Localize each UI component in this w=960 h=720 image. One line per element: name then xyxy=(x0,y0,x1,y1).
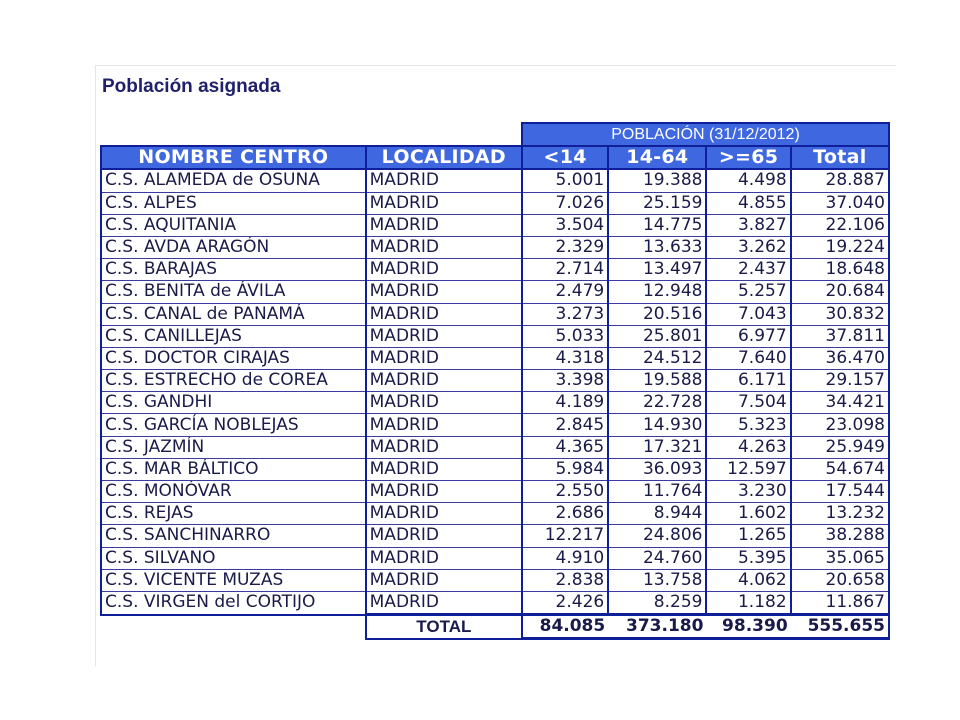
cell-localidad: MADRID xyxy=(366,436,522,458)
cell-under-14: 2.686 xyxy=(522,503,608,525)
table-row xyxy=(101,591,889,614)
cell-nombre-centro: C.S. SILVANO xyxy=(101,547,366,569)
cell-total: 29.157 xyxy=(791,370,889,392)
cell-65-plus: 4.263 xyxy=(706,436,790,458)
cell-total: 34.421 xyxy=(791,392,889,414)
cell-total: 37.811 xyxy=(791,325,889,347)
cell-total: 19.224 xyxy=(791,236,889,258)
cell-under-14: 7.026 xyxy=(522,192,608,214)
cell-under-14: 5.984 xyxy=(522,458,608,480)
table-row xyxy=(101,569,889,591)
table-row xyxy=(101,392,889,414)
cell-nombre-centro: C.S. BARAJAS xyxy=(101,259,366,281)
cell-total: 11.867 xyxy=(791,591,889,614)
super-header-row xyxy=(101,123,889,146)
cell-total: 37.040 xyxy=(791,192,889,214)
cell-nombre-centro: C.S. BENITA de ÁVILA xyxy=(101,281,366,303)
table-row xyxy=(101,259,889,281)
table-row xyxy=(101,547,889,569)
cell-14-64: 24.760 xyxy=(608,547,706,569)
col-header-65-plus: >=65 xyxy=(706,146,790,169)
cell-localidad: MADRID xyxy=(366,259,522,281)
cell-65-plus: 5.257 xyxy=(706,281,790,303)
cell-14-64: 11.764 xyxy=(608,481,706,503)
cell-14-64: 13.758 xyxy=(608,569,706,591)
cell-under-14: 4.318 xyxy=(522,347,608,369)
cell-14-64: 12.948 xyxy=(608,281,706,303)
cell-65-plus: 4.062 xyxy=(706,569,790,591)
totals-row xyxy=(101,615,889,639)
super-header-spacer xyxy=(101,123,522,146)
table-row xyxy=(101,325,889,347)
cell-nombre-centro: C.S. VIRGEN del CORTIJO xyxy=(101,591,366,614)
cell-localidad: MADRID xyxy=(366,192,522,214)
table-row xyxy=(101,414,889,436)
cell-nombre-centro: C.S. JAZMÍN xyxy=(101,436,366,458)
cell-65-plus: 7.640 xyxy=(706,347,790,369)
cell-under-14: 2.838 xyxy=(522,569,608,591)
cell-65-plus: 7.504 xyxy=(706,392,790,414)
cell-nombre-centro: C.S. MAR BÁLTICO xyxy=(101,458,366,480)
cell-under-14: 3.398 xyxy=(522,370,608,392)
cell-total: 35.065 xyxy=(791,547,889,569)
cell-65-plus: 1.182 xyxy=(706,591,790,614)
cell-total: 38.288 xyxy=(791,525,889,547)
cell-localidad: MADRID xyxy=(366,503,522,525)
cell-14-64: 25.159 xyxy=(608,192,706,214)
cell-total: 23.098 xyxy=(791,414,889,436)
cell-under-14: 2.329 xyxy=(522,236,608,258)
cell-localidad: MADRID xyxy=(366,458,522,480)
cell-total: 20.658 xyxy=(791,569,889,591)
cell-65-plus: 4.855 xyxy=(706,192,790,214)
cell-65-plus: 6.977 xyxy=(706,325,790,347)
population-date-header: POBLACIÓN (31/12/2012) xyxy=(522,123,889,146)
cell-under-14: 5.033 xyxy=(522,325,608,347)
population-table xyxy=(100,122,890,640)
cell-nombre-centro: C.S. ESTRECHO de COREA xyxy=(101,370,366,392)
cell-14-64: 17.321 xyxy=(608,436,706,458)
cell-localidad: MADRID xyxy=(366,169,522,192)
cell-14-64: 14.930 xyxy=(608,414,706,436)
cell-14-64: 19.388 xyxy=(608,169,706,192)
cell-under-14: 2.845 xyxy=(522,414,608,436)
cell-14-64: 24.512 xyxy=(608,347,706,369)
cell-under-14: 2.714 xyxy=(522,259,608,281)
cell-total: 17.544 xyxy=(791,481,889,503)
table-row xyxy=(101,436,889,458)
cell-nombre-centro: C.S. SANCHINARRO xyxy=(101,525,366,547)
cell-total: 20.684 xyxy=(791,281,889,303)
cell-localidad: MADRID xyxy=(366,236,522,258)
cell-localidad: MADRID xyxy=(366,591,522,614)
col-header-under-14: <14 xyxy=(522,146,608,169)
table-row xyxy=(101,347,889,369)
cell-under-14: 5.001 xyxy=(522,169,608,192)
cell-under-14: 3.273 xyxy=(522,303,608,325)
cell-localidad: MADRID xyxy=(366,281,522,303)
cell-65-plus: 3.262 xyxy=(706,236,790,258)
cell-nombre-centro: C.S. VICENTE MUZAS xyxy=(101,569,366,591)
cell-65-plus: 5.323 xyxy=(706,414,790,436)
cell-14-64: 13.497 xyxy=(608,259,706,281)
cell-65-plus: 2.437 xyxy=(706,259,790,281)
cell-under-14: 4.365 xyxy=(522,436,608,458)
page-title: Población asignada xyxy=(102,76,281,97)
cell-65-plus: 3.827 xyxy=(706,214,790,236)
cell-localidad: MADRID xyxy=(366,392,522,414)
cell-nombre-centro: C.S. DOCTOR CIRAJAS xyxy=(101,347,366,369)
table-row xyxy=(101,525,889,547)
cell-nombre-centro: C.S. ALPES xyxy=(101,192,366,214)
cell-under-14: 2.479 xyxy=(522,281,608,303)
cell-65-plus: 1.602 xyxy=(706,503,790,525)
cell-65-plus: 5.395 xyxy=(706,547,790,569)
cell-nombre-centro: C.S. CANAL de PANAMÁ xyxy=(101,303,366,325)
cell-total: 25.949 xyxy=(791,436,889,458)
cell-localidad: MADRID xyxy=(366,525,522,547)
col-header-nombre-centro: NOMBRE CENTRO xyxy=(101,146,366,169)
cell-14-64: 14.775 xyxy=(608,214,706,236)
cell-14-64: 13.633 xyxy=(608,236,706,258)
cell-under-14: 2.426 xyxy=(522,591,608,614)
cell-65-plus: 3.230 xyxy=(706,481,790,503)
cell-under-14: 4.189 xyxy=(522,392,608,414)
col-header-localidad: LOCALIDAD xyxy=(366,146,522,169)
cell-localidad: MADRID xyxy=(366,569,522,591)
cell-localidad: MADRID xyxy=(366,547,522,569)
table-row xyxy=(101,481,889,503)
totals-under-14: 84.085 xyxy=(522,615,608,639)
cell-14-64: 8.944 xyxy=(608,503,706,525)
table-row xyxy=(101,458,889,480)
cell-total: 30.832 xyxy=(791,303,889,325)
cell-nombre-centro: C.S. ALAMEDA de OSUNA xyxy=(101,169,366,192)
cell-total: 22.106 xyxy=(791,214,889,236)
totals-65-plus: 98.390 xyxy=(706,615,790,639)
cell-nombre-centro: C.S. GANDHI xyxy=(101,392,366,414)
cell-65-plus: 1.265 xyxy=(706,525,790,547)
column-header-row xyxy=(101,146,889,169)
col-header-total: Total xyxy=(791,146,889,169)
cell-localidad: MADRID xyxy=(366,347,522,369)
cell-65-plus: 6.171 xyxy=(706,370,790,392)
cell-14-64: 22.728 xyxy=(608,392,706,414)
cell-65-plus: 4.498 xyxy=(706,169,790,192)
cell-under-14: 2.550 xyxy=(522,481,608,503)
cell-total: 36.470 xyxy=(791,347,889,369)
cell-localidad: MADRID xyxy=(366,414,522,436)
totals-spacer xyxy=(101,615,366,639)
table-row xyxy=(101,236,889,258)
cell-localidad: MADRID xyxy=(366,370,522,392)
cell-nombre-centro: C.S. AQUITANIA xyxy=(101,214,366,236)
cell-14-64: 25.801 xyxy=(608,325,706,347)
col-header-14-64: 14-64 xyxy=(608,146,706,169)
cell-nombre-centro: C.S. CANILLEJAS xyxy=(101,325,366,347)
cell-nombre-centro: C.S. REJAS xyxy=(101,503,366,525)
cell-localidad: MADRID xyxy=(366,214,522,236)
cell-14-64: 19.588 xyxy=(608,370,706,392)
cell-14-64: 8.259 xyxy=(608,591,706,614)
cell-65-plus: 7.043 xyxy=(706,303,790,325)
cell-total: 54.674 xyxy=(791,458,889,480)
table-row xyxy=(101,303,889,325)
table-row xyxy=(101,503,889,525)
cell-total: 28.887 xyxy=(791,169,889,192)
cell-65-plus: 12.597 xyxy=(706,458,790,480)
table-row xyxy=(101,281,889,303)
table-row xyxy=(101,192,889,214)
cell-14-64: 36.093 xyxy=(608,458,706,480)
totals-14-64: 373.180 xyxy=(608,615,706,639)
cell-nombre-centro: C.S. AVDA ARAGÓN xyxy=(101,236,366,258)
cell-localidad: MADRID xyxy=(366,303,522,325)
cell-nombre-centro: C.S. MONÓVAR xyxy=(101,481,366,503)
cell-under-14: 12.217 xyxy=(522,525,608,547)
totals-total: 555.655 xyxy=(791,615,889,639)
table-row xyxy=(101,214,889,236)
table-row xyxy=(101,169,889,192)
totals-label: TOTAL xyxy=(366,615,522,639)
cell-localidad: MADRID xyxy=(366,325,522,347)
cell-nombre-centro: C.S. GARCÍA NOBLEJAS xyxy=(101,414,366,436)
table-body xyxy=(101,169,889,614)
cell-total: 13.232 xyxy=(791,503,889,525)
cell-under-14: 3.504 xyxy=(522,214,608,236)
table-row xyxy=(101,370,889,392)
cell-under-14: 4.910 xyxy=(522,547,608,569)
cell-14-64: 24.806 xyxy=(608,525,706,547)
cell-total: 18.648 xyxy=(791,259,889,281)
cell-localidad: MADRID xyxy=(366,481,522,503)
cell-14-64: 20.516 xyxy=(608,303,706,325)
